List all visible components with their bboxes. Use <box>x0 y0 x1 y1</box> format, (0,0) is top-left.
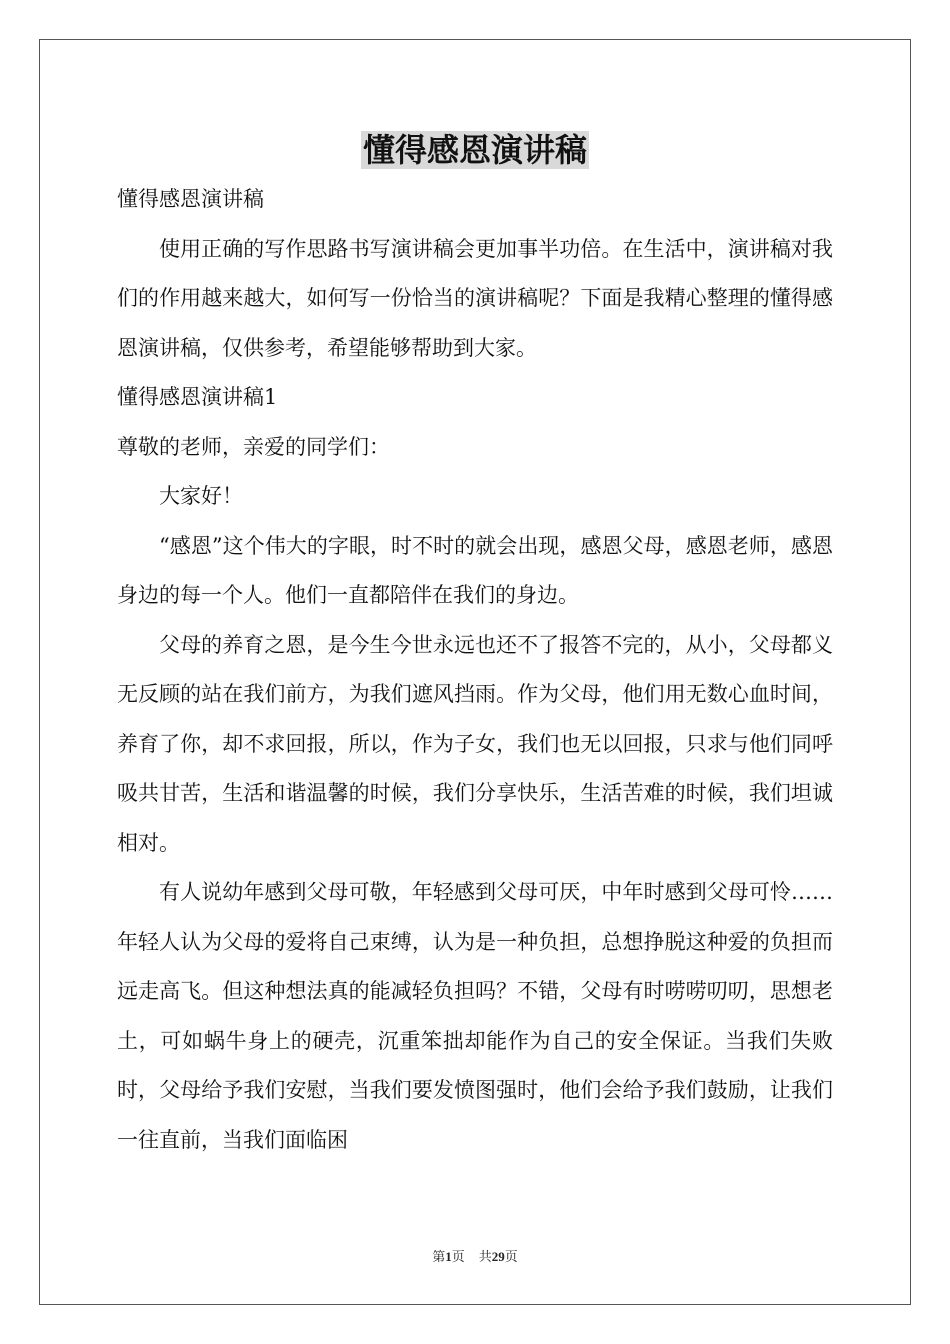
document-body <box>117 175 833 1165</box>
document-title <box>0 128 950 172</box>
page-suffix: 页 <box>451 1249 465 1264</box>
salutation: 尊敬的老师，亲爱的同学们： <box>117 434 390 459</box>
subtitle-line: 懂得感恩演讲稿 <box>117 187 264 211</box>
document-title-text: 懂得感恩演讲稿 <box>362 131 587 169</box>
body-paragraph: 父母的养育之恩，是今生今世永远也还不了报答不完的，从小，父母都义无反顾的站在我们前方，为我们遮风挡雨。作为父母，他们用无数心血时间，养育了你，却不求回报，所以，作为子女，我们也无以回报，只求与他们同呼吸共甘苦，生活和谐温馨的时候，我们分享快乐，生活苦难的时候，我们坦诚相对。 <box>117 632 833 855</box>
total-prefix: 共 <box>478 1249 492 1264</box>
intro-paragraph: 使用正确的写作思路书写演讲稿会更加事半功倍。在生活中，演讲稿对我们的作用越来越大，如何写一份恰当的演讲稿呢？下面是我精心整理的懂得感恩演讲稿，仅供参考，希望能够帮助到大家。 <box>117 236 833 360</box>
body-paragraph: 有人说幼年感到父母可敬，年轻感到父母可厌，中年时感到父母可怜……年轻人认为父母的爱将自己束缚，认为是一种负担，总想挣脱这种爱的负担而远走高飞。但这种想法真的能减轻负担吗？不错，父母有时唠唠叨叨，思想老土，可如蜗牛身上的硬壳，沉重笨拙却能作为自己的安全保证。当我们失败时，父母给予我们安慰，当我们要发愤图强时，他们会给予我们鼓励，让我们一往直前，当我们面临困 <box>117 880 833 1152</box>
section-heading: 懂得感恩演讲稿1 <box>117 385 278 409</box>
page-number: 1 <box>445 1249 452 1264</box>
total-pages: 29 <box>491 1249 505 1264</box>
total-suffix: 页 <box>504 1249 518 1264</box>
page-footer <box>0 1246 950 1265</box>
greeting: 大家好！ <box>159 484 243 508</box>
page-prefix: 第 <box>432 1249 446 1264</box>
body-paragraph: “感恩”这个伟大的字眼，时不时的就会出现，感恩父母，感恩老师，感恩身边的每一个人。他们一直都陪伴在我们的身边。 <box>117 533 833 607</box>
